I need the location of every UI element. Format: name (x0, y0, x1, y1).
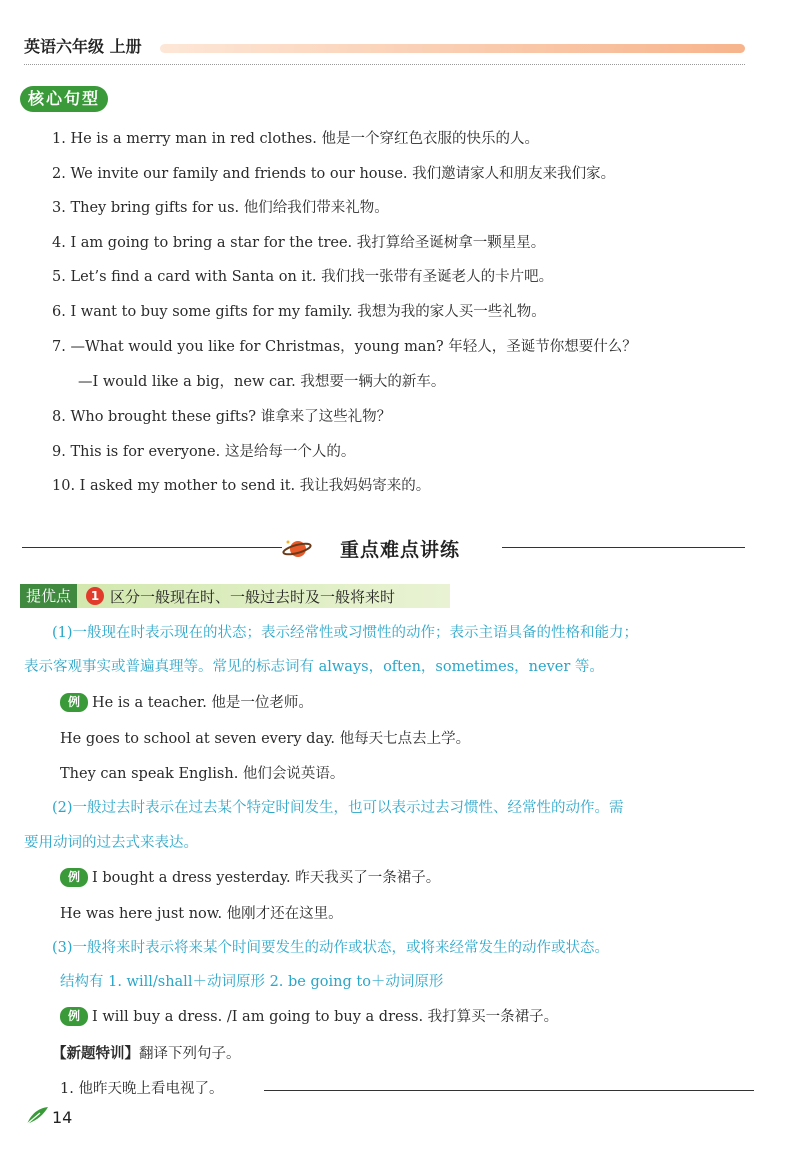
example-2: 例 I bought a dress yesterday. 昨天我买了一条裙子。 (60, 866, 440, 887)
practice-instruction: 翻译下列句子。 (139, 1046, 241, 1062)
sentence-10: 10. I asked my mother to send it. 我让我妈妈寄来的。 (52, 478, 431, 494)
section-divider-right (502, 547, 745, 548)
practice-label: 【新题特训】 (52, 1046, 139, 1062)
rule-1-line-2: 表示客观事实或普遍真理等。常见的标志词有 always，often，sometimes，never 等。 (24, 659, 604, 675)
page-number: 14 (52, 1108, 73, 1127)
header-decoration-bar (160, 44, 745, 53)
rule-3-line-1: (3)一般将来时表示将来某个时间要发生的动作或状态，或将来经常发生的动作或状态。 (52, 940, 610, 956)
sentence-4: 4. I am going to bring a star for the tree. 我打算给圣诞树拿一颗星星。 (52, 235, 546, 251)
book-title: 英语六年级 上册 (24, 37, 142, 56)
sentence-8: 8. Who brought these gifts? 谁拿来了这些礼物？ (52, 409, 392, 425)
sentence-7: 7. —What would you like for Christmas，young man? 年轻人，圣诞节你想要什么？ (52, 339, 637, 355)
rule-2-line-2: 要用动词的过去式来表达。 (24, 835, 198, 851)
example-badge: 例 (60, 1007, 88, 1026)
leaf-icon (24, 1104, 50, 1128)
tip-label: 提优点 (20, 584, 77, 608)
rule-1-line-1: (1)一般现在时表示现在的状态；表示经常性或习惯性的动作；表示主语具备的性格和能力； (52, 625, 639, 641)
practice-question-1: 1. 他昨天晚上看电视了。 (60, 1081, 224, 1097)
sentence-9: 9. This is for everyone. 这是给每一个人的。 (52, 444, 356, 460)
example-2b: He was here just now. 他刚才还在这里。 (60, 906, 343, 922)
example-badge: 例 (60, 693, 88, 712)
sentence-5: 5. Let’s find a card with Santa on it. 我们找一张带有圣诞老人的卡片吧。 (52, 269, 554, 285)
example-1c: They can speak English. 他们会说英语。 (60, 766, 345, 782)
example-1: 例 He is a teacher. 他是一位老师。 (60, 691, 313, 712)
example-badge: 例 (60, 868, 88, 887)
rule-2-line-1: (2)一般过去时表示在过去某个特定时间发生，也可以表示过去习惯性、经常性的动作。需 (52, 800, 624, 816)
section-title: 重点难点讲练 (340, 539, 461, 561)
example-3: 例 I will buy a dress. /I am going to buy a dress. 我打算买一条裙子。 (60, 1005, 558, 1026)
sentence-7-reply: —I would like a big，new car. 我想要一辆大的新车。 (78, 374, 446, 390)
practice-heading (52, 1042, 241, 1063)
rule-3-line-2: 结构有 1. will/shall＋动词原形 2. be going to＋动词原形 (60, 974, 444, 990)
header-divider (24, 64, 745, 65)
tip-title: 区分一般现在时、一般过去时及一般将来时 (110, 588, 396, 606)
sentence-2: 2. We invite our family and friends to our house. 我们邀请家人和朋友来我们家。 (52, 166, 616, 182)
answer-blank-line[interactable] (264, 1090, 754, 1091)
sentence-1: 1. He is a merry man in red clothes. 他是一个穿红色衣服的快乐的人。 (52, 131, 539, 147)
section-divider-left (22, 547, 282, 548)
sentence-6: 6. I want to buy some gifts for my family. 我想为我的家人买一些礼物。 (52, 304, 546, 320)
sentence-3: 3. They bring gifts for us. 他们给我们带来礼物。 (52, 200, 389, 216)
core-sentences-badge: 核心句型 (20, 86, 108, 112)
planet-icon (282, 536, 312, 560)
example-1b: He goes to school at seven every day. 他每天七点去上学。 (60, 731, 471, 747)
tip-number-badge: 1 (86, 587, 104, 605)
